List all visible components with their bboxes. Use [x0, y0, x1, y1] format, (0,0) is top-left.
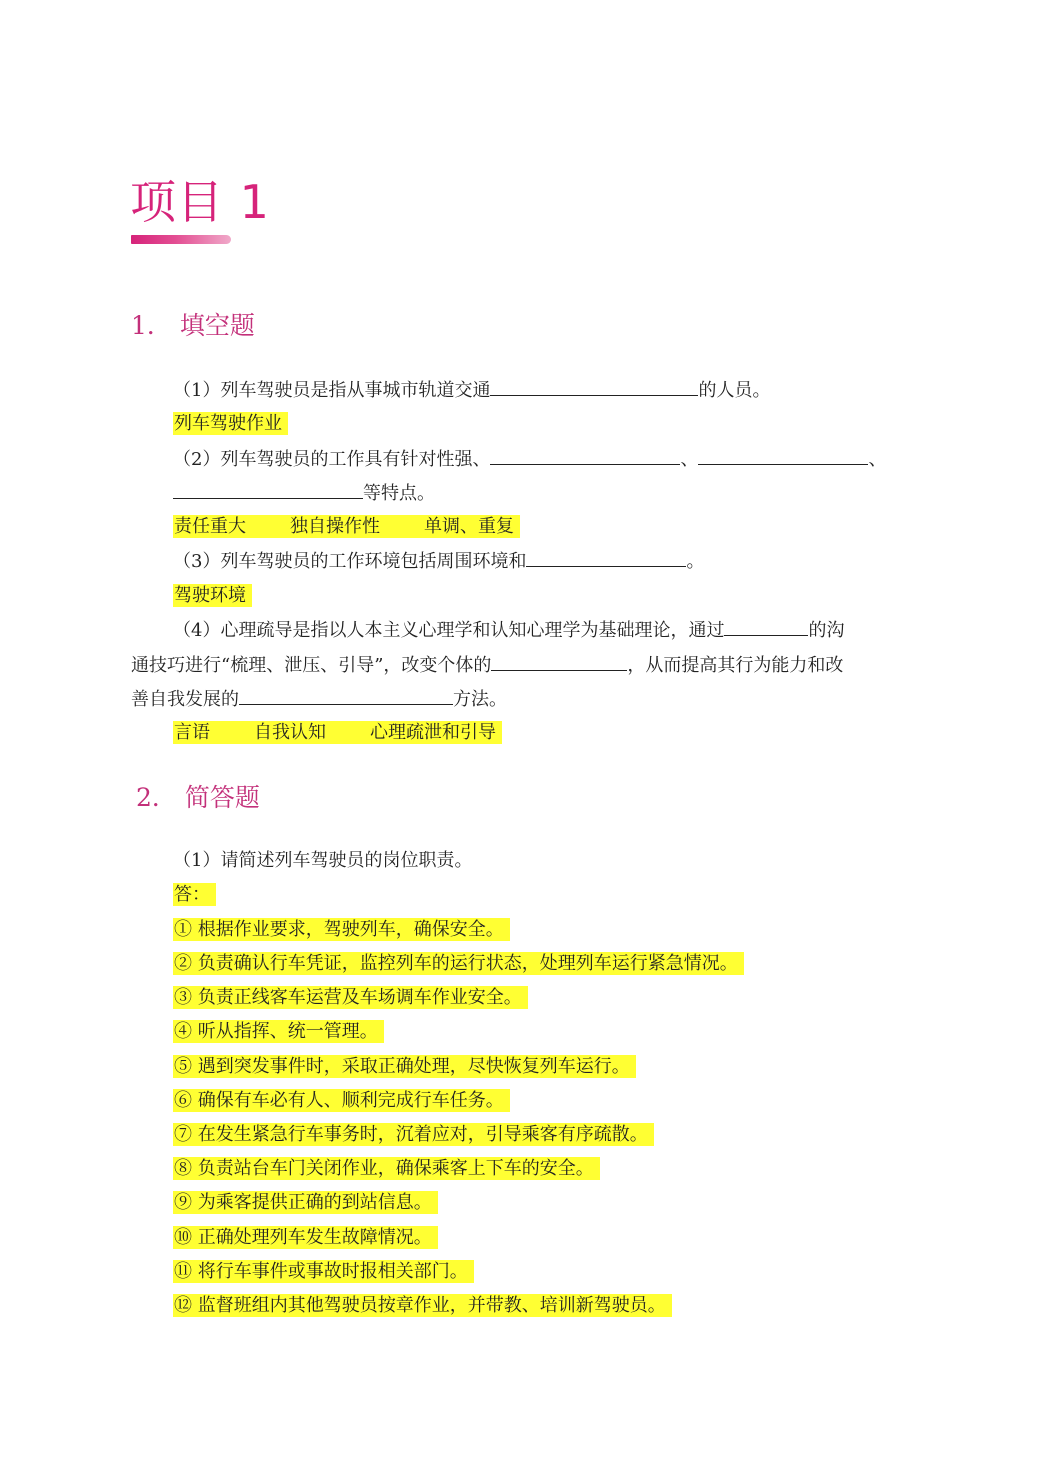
question-3 [173, 548, 704, 575]
page-title: 项目 1 [130, 175, 270, 229]
duty-item [173, 1259, 474, 1285]
answer-4 [173, 720, 502, 746]
answer-item: 责任重大 [174, 516, 246, 537]
answer-highlight: 驾驶环境 [173, 584, 252, 607]
section-label: 填空题 [179, 311, 255, 340]
blank-line [526, 548, 686, 567]
answer-highlight: ⑥ 确保有车必有人、顺利完成行车任务。 [173, 1089, 510, 1112]
question-text: 通技巧进行“梳理、泄压、引导”，改变个体的 [131, 655, 492, 676]
answer-highlight: 列车驾驶作业 [173, 412, 288, 435]
answer-highlight: ⑧ 负责站台车门关闭作业，确保乘客上下车的安全。 [173, 1157, 600, 1180]
duty-item [173, 1156, 600, 1182]
section-heading-fill-blank [131, 309, 255, 343]
question-2-line-1 [173, 446, 886, 473]
answer-item: 独自操作性 [290, 516, 380, 537]
answer-label [173, 882, 216, 908]
duty-item [173, 1225, 438, 1251]
duty-item [173, 1054, 636, 1080]
question-text: （2）列车驾驶员的工作具有针对性强、 [173, 449, 491, 470]
blank-line [490, 377, 698, 396]
answer-highlight: ③ 负责正线客车运营及车场调车作业安全。 [173, 986, 528, 1009]
answer-highlight: ① 根据作业要求，驾驶列车，确保安全。 [173, 918, 510, 941]
question-text: 善自我发展的 [131, 689, 239, 710]
question-text: 的沟 [808, 620, 845, 641]
answer-3 [173, 583, 252, 609]
answer-highlight [173, 721, 502, 744]
duty-item [173, 1088, 510, 1114]
question-text: （1）请简述列车驾驶员的岗位职责。 [173, 850, 473, 871]
question-4-line-3 [131, 686, 507, 713]
answer-highlight: ⑤ 遇到突发事件时，采取正确处理，尽快恢复列车运行。 [173, 1055, 636, 1078]
blank-line [239, 686, 453, 705]
answer-item: 言语 [174, 722, 210, 743]
separator: 、 [680, 449, 699, 470]
duty-item [173, 1190, 438, 1216]
answer-highlight: ⑦ 在发生紧急行车事务时，沉着应对，引导乘客有序疏散。 [173, 1123, 654, 1146]
question-4-line-1 [173, 617, 844, 644]
separator: 、 [868, 449, 887, 470]
question-text: 。 [686, 551, 705, 572]
answer-highlight: ⑩ 正确处理列车发生故障情况。 [173, 1226, 438, 1249]
section-number: 1． [131, 311, 172, 340]
answer-2 [173, 514, 520, 540]
question-1 [173, 377, 770, 404]
duty-item [173, 951, 744, 977]
answer-highlight: ② 负责确认行车凭证，监控列车的运行状态，处理列车运行紧急情况。 [173, 952, 744, 975]
question-text: 等特点。 [363, 483, 435, 504]
answer-highlight: ⑪ 将行车事件或事故时报相关部门。 [173, 1260, 474, 1283]
blank-line [491, 652, 627, 671]
section-label: 简答题 [184, 783, 260, 812]
answer-item: 自我认知 [254, 722, 326, 743]
question-text: （1）列车驾驶员是指从事城市轨道交通 [173, 380, 491, 401]
answer-item: 心理疏泄和引导 [370, 722, 496, 743]
section-number: 2． [136, 783, 177, 812]
duty-item [173, 1122, 654, 1148]
answer-highlight: 答： [173, 883, 216, 906]
blank-line [698, 446, 868, 465]
question-4-line-2 [131, 652, 843, 679]
answer-highlight: ⑨ 为乘客提供正确的到站信息。 [173, 1191, 438, 1214]
duty-item [173, 985, 528, 1011]
question-text: 方法。 [453, 689, 507, 710]
duty-item [173, 1293, 672, 1319]
short-answer-question-1 [173, 848, 472, 874]
duty-item [173, 917, 510, 943]
answer-item: 单调、重复 [424, 516, 514, 537]
question-text: （4）心理疏导是指以人本主义心理学和认知心理学为基础理论，通过 [173, 620, 725, 641]
blank-line [724, 617, 808, 636]
section-heading-short-answer [136, 781, 260, 815]
answer-1 [173, 411, 288, 437]
blank-line [173, 480, 363, 499]
answer-highlight [173, 515, 520, 538]
question-text: 的人员。 [698, 380, 771, 401]
question-2-line-2 [173, 480, 435, 507]
question-text: ，从而提高其行为能力和改 [627, 655, 844, 676]
blank-line [490, 446, 680, 465]
duty-item [173, 1019, 384, 1045]
question-text: （3）列车驾驶员的工作环境包括周围环境和 [173, 551, 527, 572]
answer-highlight: ④ 听从指挥、统一管理。 [173, 1020, 384, 1043]
answer-highlight: ⑫ 监督班组内其他驾驶员按章作业，并带教、培训新驾驶员。 [173, 1294, 672, 1317]
title-underline-bar [131, 235, 231, 244]
